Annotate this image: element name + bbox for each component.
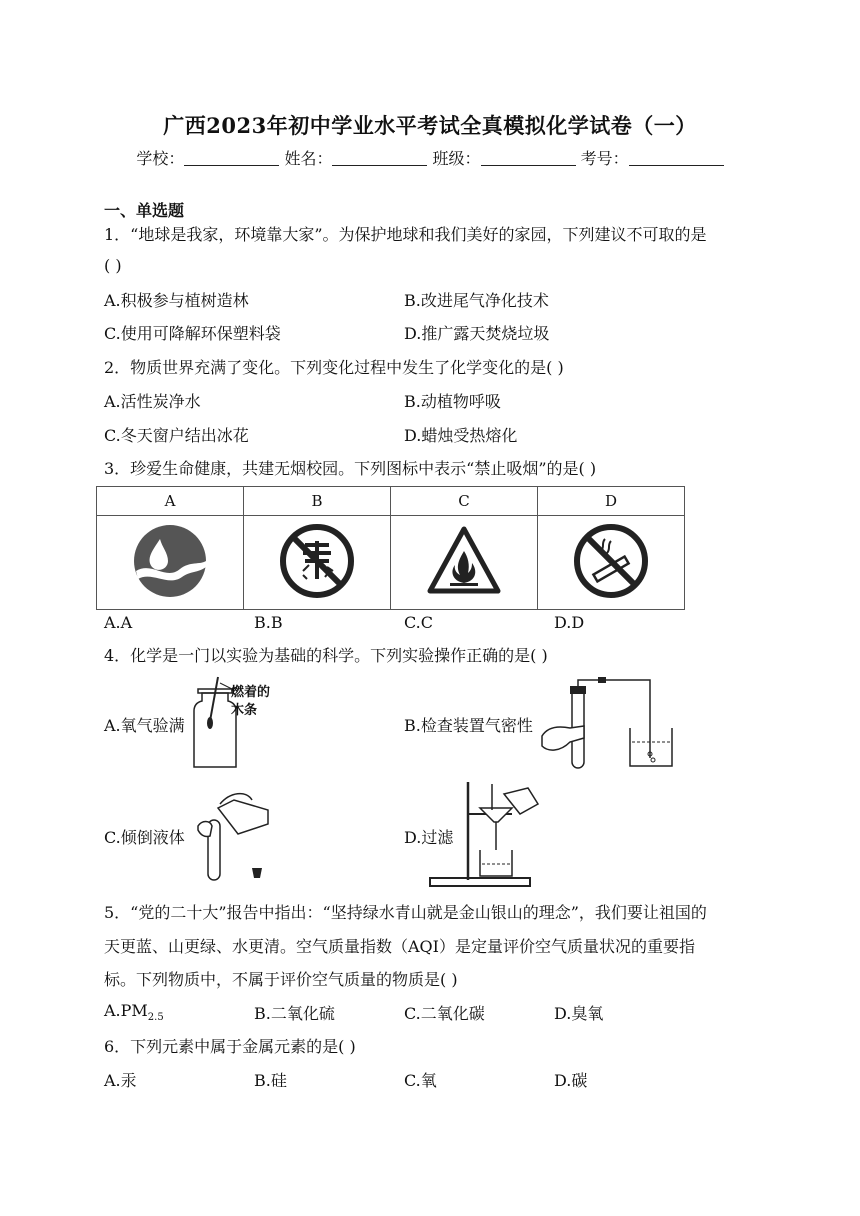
q2-stem: 2．物质世界充满了变化。下列变化过程中发生了化学变化的是( ) — [104, 358, 564, 377]
q2-option-b[interactable]: B.动植物呼吸 — [404, 392, 501, 411]
name-blank[interactable] — [332, 151, 427, 166]
filtration-figure — [428, 780, 548, 888]
q3-icon-table — [96, 486, 685, 610]
q4-figure-label-1: 燃着的 — [231, 685, 271, 700]
class-blank[interactable] — [481, 151, 576, 166]
q1-option-c[interactable]: C.使用可降解环保塑料袋 — [104, 324, 281, 343]
q1-option-d[interactable]: D.推广露天焚烧垃圾 — [404, 324, 550, 343]
q3-header-c: C — [391, 487, 538, 516]
q3-cell-c — [391, 516, 538, 610]
q6-option-b[interactable]: B.硅 — [254, 1071, 287, 1090]
q1-option-b[interactable]: B.改进尾气净化技术 — [404, 291, 549, 310]
q3-option-a[interactable]: A.A — [104, 613, 133, 632]
q4-option-b[interactable]: B.检查装置气密性 — [404, 716, 533, 735]
q5-option-b[interactable]: B.二氧化硫 — [254, 1004, 335, 1023]
q3-cell-d — [538, 516, 685, 610]
q2-option-c[interactable]: C.冬天窗户结出冰花 — [104, 426, 249, 445]
q3-cell-b — [244, 516, 391, 610]
pouring-liquid-figure — [190, 784, 280, 884]
no-fireworks-icon — [277, 521, 357, 601]
q4-stem: 4．化学是一门以实验为基础的科学。下列实验操作正确的是( ) — [104, 646, 548, 665]
q4-option-a[interactable]: A.氧气验满 — [104, 716, 185, 735]
student-info — [0, 146, 860, 169]
no-smoking-icon — [571, 521, 651, 601]
number-label: 考号： — [580, 149, 629, 168]
q5-option-a-text: A.PM — [104, 1001, 148, 1020]
number-blank[interactable] — [629, 151, 724, 166]
name-label: 姓名： — [284, 149, 333, 168]
q6-option-a[interactable]: A.汞 — [104, 1071, 137, 1090]
q1-option-a[interactable]: A.积极参与植树造林 — [104, 291, 249, 310]
section-heading: 一、单选题 — [104, 201, 185, 220]
q5-option-a-subscript: 2.5 — [147, 1012, 164, 1024]
q2-option-a[interactable]: A.活性炭净水 — [104, 392, 201, 411]
q5-option-a[interactable] — [104, 1001, 164, 1023]
q3-header-b: B — [244, 487, 391, 516]
flammable-warning-icon — [424, 521, 504, 601]
q5-option-d[interactable]: D.臭氧 — [554, 1004, 604, 1023]
q3-option-b[interactable]: B.B — [254, 613, 283, 632]
q3-stem: 3．珍爱生命健康，共建无烟校园。下列图标中表示“禁止吸烟”的是( ) — [104, 459, 597, 478]
q3-header-a: A — [97, 487, 244, 516]
q3-option-d[interactable]: D.D — [554, 613, 585, 632]
q5-option-c[interactable]: C.二氧化碳 — [404, 1004, 485, 1023]
q3-option-c[interactable]: C.C — [404, 613, 433, 632]
q5-stem-line3: 标。下列物质中，不属于评价空气质量的物质是( ) — [104, 970, 458, 989]
class-label: 班级： — [432, 149, 481, 168]
water-saving-icon — [130, 521, 210, 601]
q5-stem-line1: 5．“党的二十大”报告中指出：“坚持绿水青山就是金山银山的理念”，我们要让祖国的 — [104, 903, 707, 922]
q6-option-d[interactable]: D.碳 — [554, 1071, 588, 1090]
q1-stem-line2: ( ) — [104, 256, 122, 275]
q6-stem: 6．下列元素中属于金属元素的是( ) — [104, 1037, 356, 1056]
q2-option-d[interactable]: D.蜡烛受热熔化 — [404, 426, 518, 445]
q5-stem-line2: 天更蓝、山更绿、水更清。空气质量指数（AQI）是定量评价空气质量状况的重要指 — [104, 937, 695, 956]
page-title: 广西2023年初中学业水平考试全真模拟化学试卷（一） — [163, 113, 697, 138]
airtightness-check-figure — [540, 676, 680, 772]
q1-stem-line1: 1．“地球是我家，环境靠大家”。为保护地球和我们美好的家园，下列建议不可取的是 — [104, 225, 707, 244]
school-blank[interactable] — [184, 151, 279, 166]
q3-cell-a — [97, 516, 244, 610]
q4-option-c[interactable]: C.倾倒液体 — [104, 828, 185, 847]
q6-option-c[interactable]: C.氧 — [404, 1071, 437, 1090]
q4-option-d[interactable]: D.过滤 — [404, 828, 454, 847]
school-label: 学校： — [136, 149, 185, 168]
q4-figure-label-2: 木条 — [231, 703, 258, 718]
q3-header-d: D — [538, 487, 685, 516]
